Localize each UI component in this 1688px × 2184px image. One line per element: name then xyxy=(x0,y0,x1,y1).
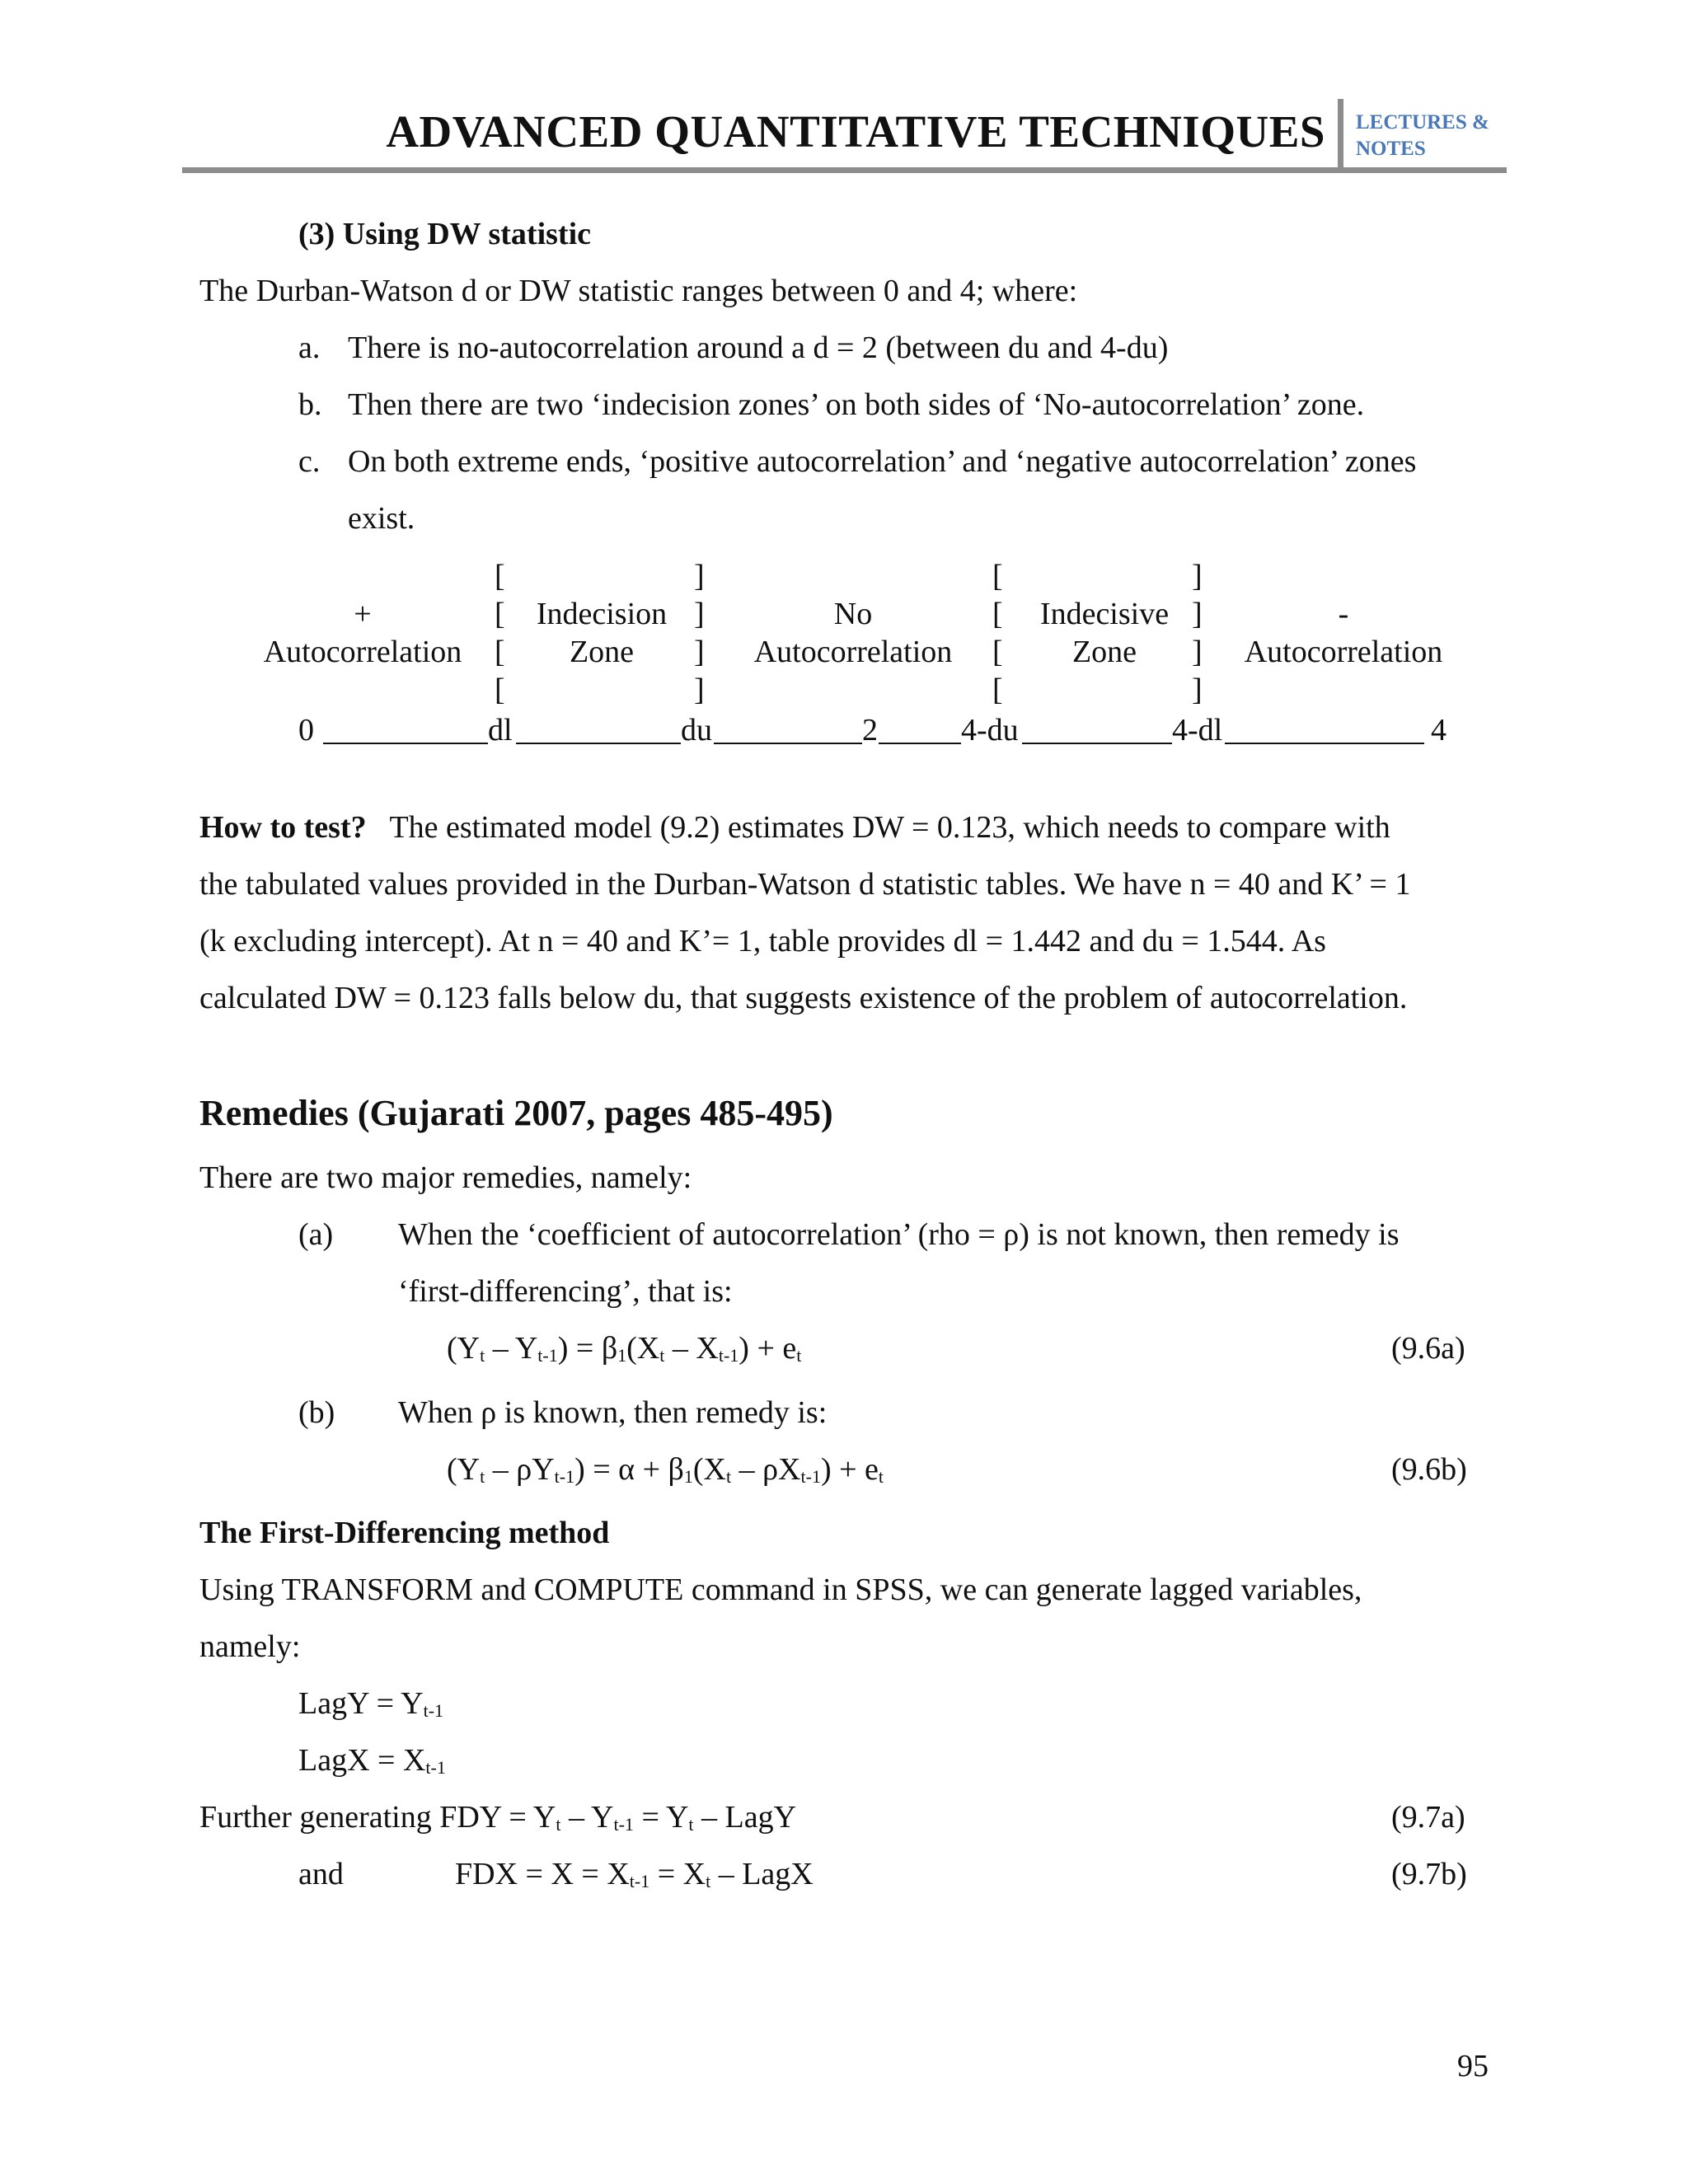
remedies-heading: Remedies (Gujarati 2007, pages 485-495) xyxy=(199,1093,833,1133)
zone-negative-autocorrelation: - Autocorrelation xyxy=(1244,597,1443,669)
equation-fdy: Further generating FDY = $Y_t - Y_{t-1} = Y_t$ – LagY xyxy=(199,1800,797,1835)
how-to-test-line2: the tabulated values provided in the Durban-Watson d statistic tables. We have n = 40 and K’ = 1 xyxy=(199,867,1411,902)
list-marker-b: b. xyxy=(298,387,322,422)
list-marker-a: a. xyxy=(298,330,321,365)
bracket-close-right: ] ] ] ] xyxy=(1192,559,1203,707)
axis-label-4-du: 4-du xyxy=(961,713,1019,748)
dw-intro: The Durban-Watson d or DW statistic ranges between 0 and 4; where: xyxy=(199,274,1078,308)
remedy-a-line2: ‘first-differencing’, that is: xyxy=(398,1274,733,1309)
header-badge-line2: NOTES xyxy=(1356,138,1426,160)
equation-number-9-7b: (9.7b) xyxy=(1391,1857,1467,1891)
and-label: and xyxy=(298,1857,344,1891)
equation-9-6b: $(Y_t - \rho Y_{t-1}) = \alpha + \beta_1(X_t - \rho X_{t-1}) + e_t$ xyxy=(447,1452,884,1487)
header-badge xyxy=(1356,110,1489,162)
axis-label-4: 4 xyxy=(1431,713,1447,748)
first-diff-heading: The First-Differencing method xyxy=(199,1516,610,1550)
header-vertical-divider xyxy=(1338,99,1343,170)
list-marker-c: c. xyxy=(298,444,321,479)
remedy-marker-b: (b) xyxy=(298,1395,335,1430)
list-item-c: On both extreme ends, ‘positive autocorrelation’ and ‘negative autocorrelation’ zones xyxy=(348,444,1417,479)
axis-label-4-dl: 4-dl xyxy=(1172,713,1223,748)
axis-segment xyxy=(1022,743,1172,744)
equation-9-6a: $(Y_t - Y_{t-1}) = \beta_1(X_t - X_{t-1}) + e_t$ xyxy=(447,1331,802,1366)
zone-positive-autocorrelation: + Autocorrelation xyxy=(263,597,462,669)
dw-heading: (3) Using DW statistic xyxy=(298,217,592,251)
list-item-b: Then there are two ‘indecision zones’ on both sides of ‘No-autocorrelation’ zone. xyxy=(348,387,1365,422)
bracket-close-left: ] ] ] ] xyxy=(694,559,705,707)
equation-number-9-6b: (9.6b) xyxy=(1391,1452,1467,1487)
remedy-marker-a: (a) xyxy=(298,1217,334,1252)
header-badge-line1: LECTURES & xyxy=(1356,111,1489,134)
axis-label-du: du xyxy=(681,713,712,748)
remedy-b-line1: When ρ is known, then remedy is: xyxy=(398,1395,828,1430)
how-to-test-line4: calculated DW = 0.123 falls below du, that suggests existence of the problem of autocorrelation. xyxy=(199,981,1408,1015)
axis-segment xyxy=(1225,743,1424,744)
equation-lagx: LagX = $X_{t-1}$ xyxy=(298,1743,446,1778)
how-to-test-line3: (k excluding intercept). At n = 40 and K’= 1, table provides dl = 1.442 and du = 1.544. As xyxy=(199,924,1326,958)
axis-segment xyxy=(516,743,681,744)
axis-label-2: 2 xyxy=(862,713,878,748)
zone-indecisive-right: Indecisive Zone xyxy=(1039,597,1170,669)
axis-segment xyxy=(714,743,862,744)
header-rule xyxy=(182,167,1507,173)
list-item-c-cont: exist. xyxy=(348,501,415,536)
equation-fdx: FDX = $X = X_{t-1} = X_t$ – LagX xyxy=(455,1857,814,1891)
axis-segment xyxy=(323,743,488,744)
remedy-a-line1: When the ‘coefficient of autocorrelation’ (rho = ρ) is not known, then remedy is xyxy=(398,1217,1400,1252)
zone-no-autocorrelation: No Autocorrelation xyxy=(753,597,953,669)
page-number: 95 xyxy=(1457,2049,1489,2083)
axis-segment xyxy=(879,743,961,744)
running-header-title: ADVANCED QUANTITATIVE TECHNIQUES xyxy=(386,106,1325,157)
how-to-test-label: How to test? xyxy=(199,810,367,845)
equation-number-9-6a: (9.6a) xyxy=(1391,1331,1465,1366)
list-item-a: There is no-autocorrelation around a d = 2 (between du and 4-du) xyxy=(348,330,1169,365)
how-to-test-line1: How to test? The estimated model (9.2) estimates DW = 0.123, which needs to compare with xyxy=(199,810,1390,845)
equation-lagy: LagY = $Y_{t-1}$ xyxy=(298,1686,444,1721)
bracket-open-left: [ [ [ [ xyxy=(495,559,505,707)
bracket-open-right: [ [ [ [ xyxy=(992,559,1003,707)
remedies-intro: There are two major remedies, namely: xyxy=(199,1160,692,1195)
axis-label-dl: dl xyxy=(488,713,513,748)
equation-number-9-7a: (9.7a) xyxy=(1391,1800,1465,1835)
zone-indecision-left: Indecision Zone xyxy=(536,597,668,669)
first-diff-line2: namely: xyxy=(199,1629,301,1664)
first-diff-line1: Using TRANSFORM and COMPUTE command in SPSS, we can generate lagged variables, xyxy=(199,1572,1362,1607)
axis-label-0: 0 xyxy=(298,713,314,748)
